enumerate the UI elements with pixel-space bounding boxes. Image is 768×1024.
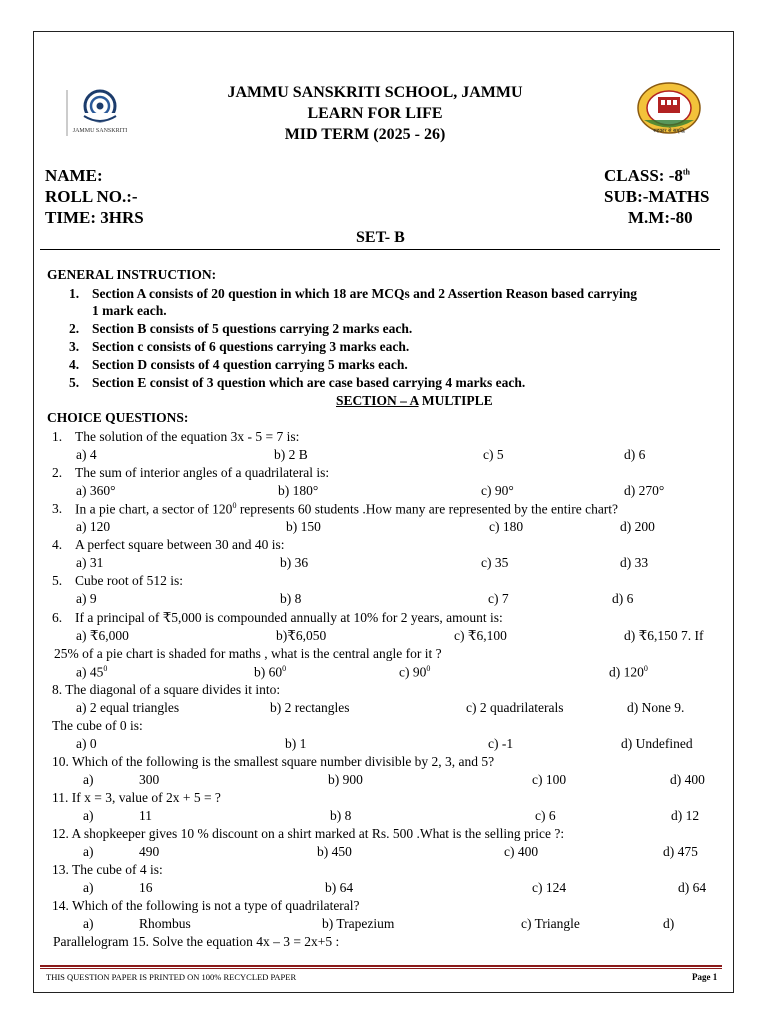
emblem-icon [634, 80, 704, 138]
class-label: CLASS: -8th [604, 166, 690, 185]
question-text: The solution of the equation 3x - 5 = 7 is: [75, 429, 300, 444]
time-label: TIME: 3HRS [45, 208, 144, 227]
option: d) [663, 916, 675, 931]
option-letter: a) [83, 880, 94, 895]
option: c) 180 [489, 519, 524, 534]
instruction-item: Section B consists of 5 questions carrying 2 marks each. [92, 321, 413, 336]
option: b) 36 [280, 555, 309, 570]
question-text: Parallelogram 15. Solve the equation 4x – 3 = 2x+5 : [53, 934, 340, 949]
svg-text:सहकार से समृद्धि: सहकार से समृद्धि [653, 128, 685, 134]
question-text: A perfect square between 30 and 40 is: [75, 537, 285, 552]
question-text: The sum of interior angles of a quadrilateral is: [75, 465, 330, 480]
option: d) 475 [663, 844, 698, 859]
option: d) 64 [678, 880, 707, 895]
option-letter: a) [83, 772, 94, 787]
option: b)₹6,050 [276, 628, 327, 643]
option: c) 5 [483, 447, 504, 462]
instruction-item: Section D consists of 4 question carrying 5 marks each. [92, 357, 408, 372]
instruction-num: 5. [69, 375, 80, 390]
section-heading: SECTION – A MULTIPLE [336, 393, 493, 408]
option: a) 9 [76, 591, 97, 606]
option: a) 360° [76, 483, 116, 498]
max-marks-label: M.M:-80 [628, 208, 693, 227]
question-text: Cube root of 512 is: [75, 573, 183, 588]
subject-label: SUB:-MATHS [604, 187, 710, 206]
option: c) 7 [488, 591, 509, 606]
option: a) 31 [76, 555, 104, 570]
question-number: 4. [52, 537, 63, 552]
option: d) Undefined [621, 736, 693, 751]
school-name: JAMMU SANSKRITI SCHOOL, JAMMU [227, 84, 523, 101]
option: b) Trapezium [322, 916, 395, 931]
instruction-item: 1 mark each. [92, 303, 167, 318]
option: c) ₹6,100 [454, 628, 507, 643]
option: d) 6 [624, 447, 646, 462]
name-label: NAME: [45, 166, 103, 185]
option: 490 [139, 844, 160, 859]
option: c) 2 quadrilaterals [466, 700, 564, 715]
option: b) 900 [328, 772, 363, 787]
question-number: 2. [52, 465, 63, 480]
choice-questions-label: CHOICE QUESTIONS: [47, 410, 189, 425]
question-text: If a principal of ₹5,000 is compounded annually at 10% for 2 years, amount is: [75, 610, 503, 625]
option: c) 6 [535, 808, 556, 823]
footer-rule [40, 965, 722, 967]
option: b) 8 [330, 808, 352, 823]
question-text: 12. A shopkeeper gives 10 % discount on a shirt marked at Rs. 500 .What is the selling price ?: [52, 826, 565, 841]
instructions-title: GENERAL INSTRUCTION: [47, 267, 217, 282]
board-emblem [634, 80, 704, 138]
question-number: 3. [52, 501, 63, 516]
header-divider [40, 249, 720, 250]
question-number: 5. [52, 573, 63, 588]
question-text: 10. Which of the following is the smallest square number divisible by 2, 3, and 5? [52, 754, 495, 769]
instruction-item: Section E consist of 3 question which are case based carrying 4 marks each. [92, 375, 526, 390]
option: b) $60^0$ [254, 664, 287, 680]
question-text: 13. The cube of 4 is: [52, 862, 163, 877]
question-text: 14. Which of the following is not a type of quadrilateral? [52, 898, 360, 913]
school-logo [64, 86, 136, 140]
school-motto: LEARN FOR LIFE [307, 105, 443, 122]
option: b) 8 [280, 591, 302, 606]
option: c) 124 [532, 880, 567, 895]
footer-rule [40, 968, 722, 969]
option: c) 35 [481, 555, 509, 570]
question-text: 25% of a pie chart is shaded for maths , what is the central angle for it ? [54, 646, 442, 661]
instruction-num: 1. [69, 286, 80, 301]
question-text: In a pie chart, a sector of $120^0$ represents 60 students .How many are represented by the entire chart? [75, 501, 619, 517]
option: c) -1 [488, 736, 514, 751]
option: d) ₹6,150 7. If [624, 628, 704, 643]
option-letter: a) [83, 808, 94, 823]
option: c) 100 [532, 772, 567, 787]
instruction-item: Section A consists of 20 question in which 18 are MCQs and 2 Assertion Reason based carrying [92, 286, 638, 301]
question-text: The cube of 0 is: [52, 718, 143, 733]
question-text: 8. The diagonal of a square divides it into: [52, 682, 281, 697]
option: Rhombus [139, 916, 191, 931]
option: a) 2 equal triangles [76, 700, 180, 715]
option: a) 4 [76, 447, 97, 462]
option: 16 [139, 880, 153, 895]
instruction-item: Section c consists of 6 questions carrying 3 marks each. [92, 339, 410, 354]
option: 11 [139, 808, 152, 823]
option: d) $120^0$ [609, 664, 648, 680]
option: b) 2 B [274, 447, 308, 462]
option: c) 400 [504, 844, 539, 859]
option: d) 400 [670, 772, 705, 787]
option: d) 270° [624, 483, 665, 498]
option: a) 120 [76, 519, 111, 534]
option: a) $45^0$ [76, 664, 108, 680]
instruction-num: 2. [69, 321, 80, 336]
instruction-num: 4. [69, 357, 80, 372]
exam-title: MID TERM (2025 - 26) [284, 126, 446, 143]
option: a) 0 [76, 736, 97, 751]
option: b) 64 [325, 880, 354, 895]
option: d) 12 [671, 808, 700, 823]
question-number: 6. [52, 610, 63, 625]
instruction-num: 3. [69, 339, 80, 354]
option: c) Triangle [521, 916, 580, 931]
option-letter: a) [83, 916, 94, 931]
option: c) $90^0$ [399, 664, 431, 680]
footer-note: THIS QUESTION PAPER IS PRINTED ON 100% RECYCLED PAPER [46, 972, 297, 982]
svg-text:JAMMU SANSKRITI: JAMMU SANSKRITI [72, 128, 128, 134]
school-logo-icon [64, 86, 136, 140]
option: a) ₹6,000 [76, 628, 129, 643]
option: d) 6 [612, 591, 634, 606]
roll-label: ROLL NO.:- [45, 187, 138, 206]
set-label: SET- B [356, 229, 405, 246]
option: b) 2 rectangles [270, 700, 350, 715]
option-letter: a) [83, 844, 94, 859]
option: b) 450 [317, 844, 352, 859]
question-number: 1. [52, 429, 63, 444]
option: d) 33 [620, 555, 649, 570]
option: b) 180° [278, 483, 319, 498]
option: 300 [139, 772, 160, 787]
question-text: 11. If x = 3, value of 2x + 5 = ? [52, 790, 221, 805]
option: b) 150 [286, 519, 321, 534]
page-number: Page 1 [692, 972, 718, 982]
option: b) 1 [285, 736, 307, 751]
option: d) 200 [620, 519, 655, 534]
option: c) 90° [481, 483, 514, 498]
option: d) None 9. [627, 700, 685, 715]
